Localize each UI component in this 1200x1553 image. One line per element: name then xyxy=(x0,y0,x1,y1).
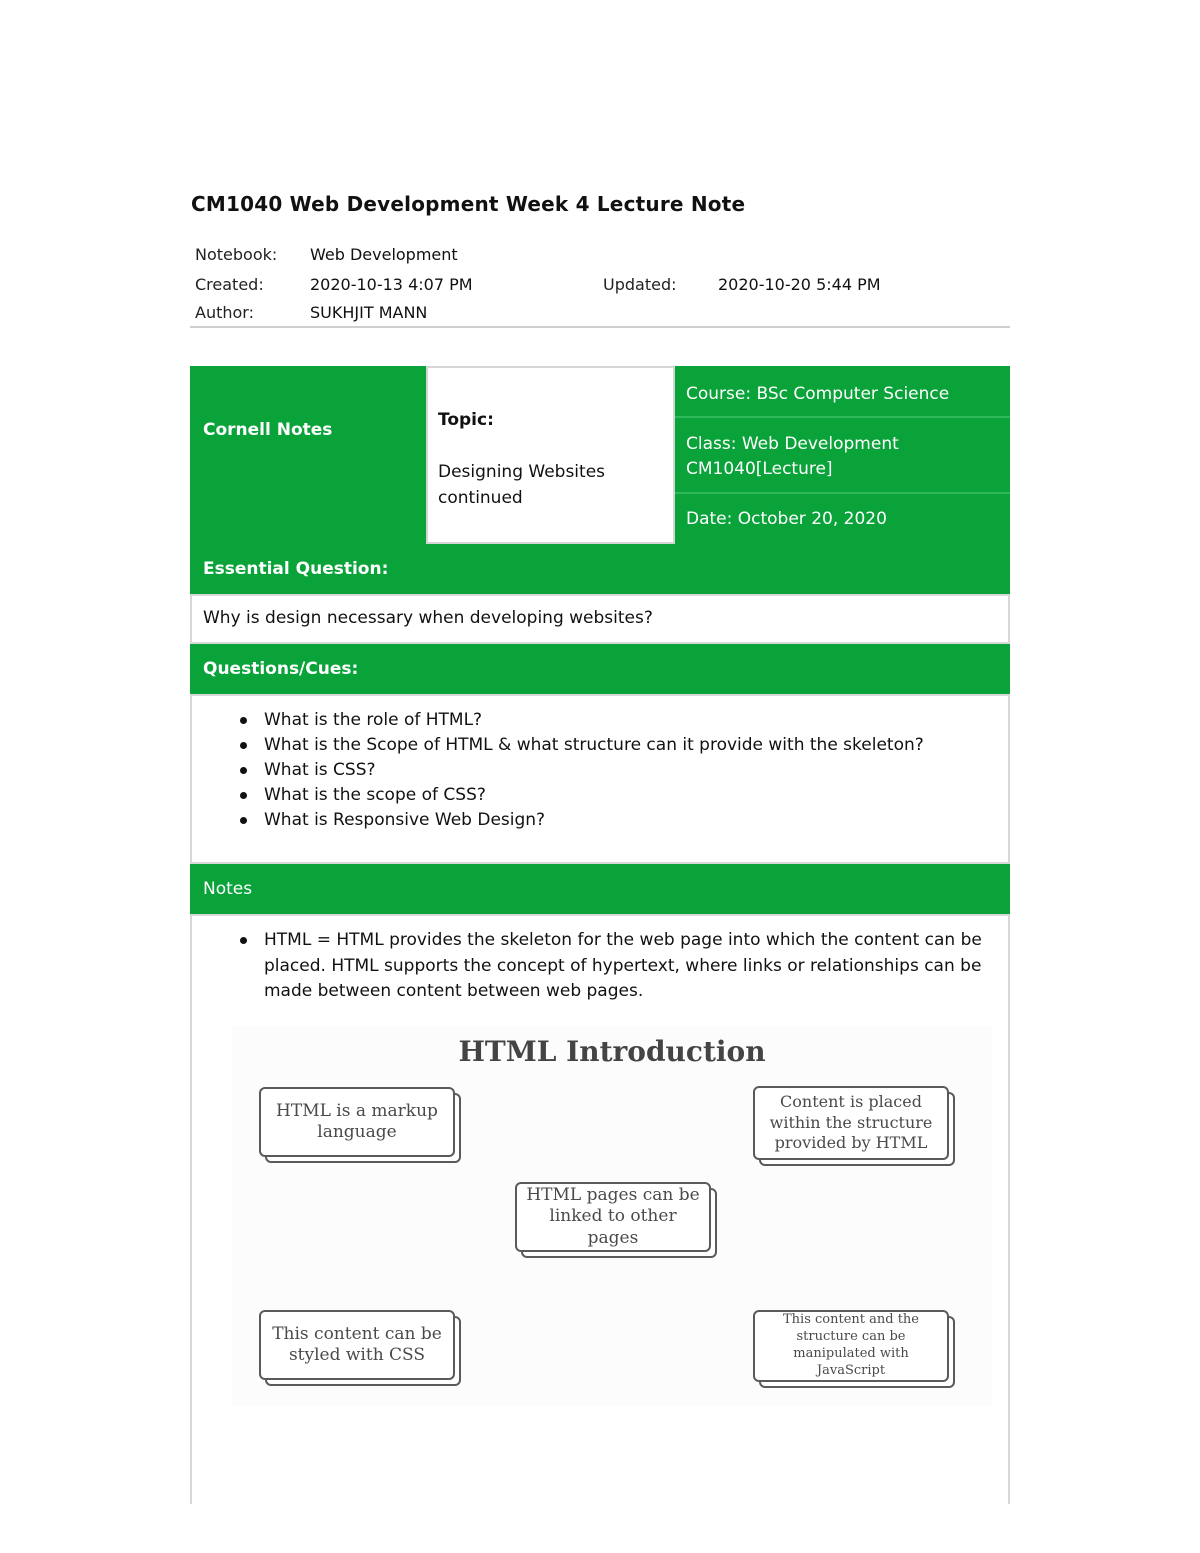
date-label: Date: October 20, 2020 xyxy=(675,494,1010,544)
questions-cues-header: Questions/Cues: xyxy=(190,644,1010,694)
diagram-card-css xyxy=(259,1310,455,1380)
cornell-notes-label: Cornell Notes xyxy=(203,420,333,440)
updated-label: Updated: xyxy=(603,275,677,294)
card-text: This content and the structure can be manipulated with JavaScript xyxy=(753,1310,949,1382)
header-divider xyxy=(190,326,1010,328)
author-value: SUKHJIT MANN xyxy=(310,303,428,322)
updated-value: 2020-10-20 5:44 PM xyxy=(718,275,881,294)
essential-question-header: Essential Question: xyxy=(190,544,1010,594)
class-cell xyxy=(675,418,1010,492)
list-item: What is the Scope of HTML & what structure can it provide with the skeleton? xyxy=(240,733,924,758)
class-line1: Class: Web Development xyxy=(686,434,899,454)
essential-question-text: Why is design necessary when developing websites? xyxy=(203,608,653,628)
essential-question-panel xyxy=(190,594,1010,644)
diagram-card-markup xyxy=(259,1087,455,1157)
notes-item: HTML = HTML provides the skeleton for the web page into which the content can be placed. HTML supports the concept of hypertext, where links or relationships can be made between content between web pages. xyxy=(240,928,994,1005)
diagram-card-javascript xyxy=(753,1310,949,1382)
card-text: HTML pages can be linked to other pages xyxy=(515,1182,711,1252)
cornell-notes-cell xyxy=(190,366,426,544)
diagram-card-content-placed xyxy=(753,1086,949,1160)
list-item: What is the role of HTML? xyxy=(240,708,924,733)
card-text: This content can be styled with CSS xyxy=(259,1310,455,1380)
author-label: Author: xyxy=(195,303,254,322)
created-value: 2020-10-13 4:07 PM xyxy=(310,275,473,294)
diagram-card-linked-pages xyxy=(515,1182,711,1252)
list-item: What is CSS? xyxy=(240,758,924,783)
html-introduction-diagram xyxy=(232,1026,992,1406)
cues-list xyxy=(240,708,924,833)
topic-label: Topic: xyxy=(438,410,494,430)
course-label: Course: BSc Computer Science xyxy=(675,366,1010,416)
cornell-header xyxy=(190,366,1010,544)
notes-header: Notes xyxy=(190,864,1010,914)
course-cell xyxy=(675,366,1010,544)
created-label: Created: xyxy=(195,275,264,294)
diagram-title: HTML Introduction xyxy=(458,1035,766,1068)
class-line2: CM1040[Lecture] xyxy=(686,459,833,479)
panel-right-border xyxy=(1008,1408,1010,1504)
panel-left-border xyxy=(190,1408,192,1504)
card-text: HTML is a markup language xyxy=(259,1087,455,1157)
topic-value: Designing Websites continued xyxy=(438,462,606,508)
topic-cell xyxy=(426,366,675,544)
card-text: Content is placed within the structure provided by HTML xyxy=(753,1086,949,1160)
list-item: What is the scope of CSS? xyxy=(240,783,924,808)
note-title: CM1040 Web Development Week 4 Lecture Note xyxy=(191,192,746,216)
questions-cues-panel xyxy=(190,694,1010,864)
notebook-value[interactable]: Web Development xyxy=(310,245,458,264)
list-item: What is Responsive Web Design? xyxy=(240,808,924,833)
notebook-label: Notebook: xyxy=(195,245,278,264)
